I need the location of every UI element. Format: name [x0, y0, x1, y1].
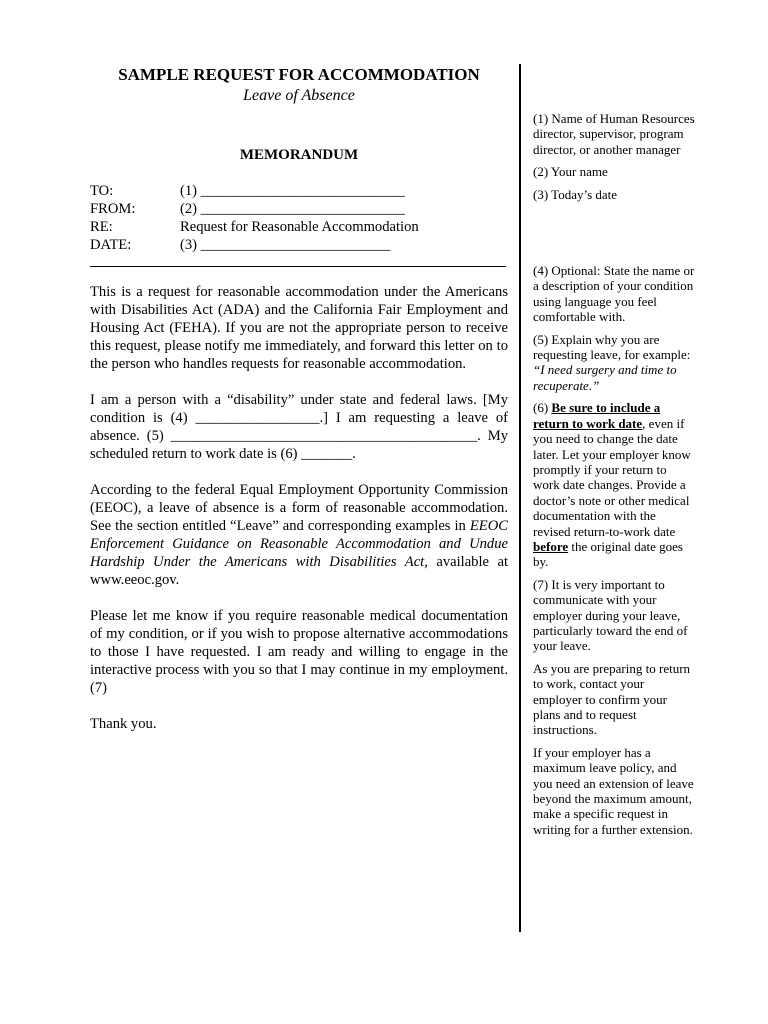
note-9: If your employer has a maximum leave policy, and you need an extension of leave beyond the maximum amount, make a specific request in writing for a further extension.	[533, 744, 694, 837]
return-date-blank: _______	[301, 446, 353, 462]
memo-field-label: TO:	[90, 183, 114, 199]
note-spacer	[533, 209, 695, 263]
note-text: (6)	[533, 400, 552, 416]
memo-field-date	[90, 236, 508, 254]
paragraph-text: .	[352, 446, 356, 462]
memo-field-value: (2) ____________________________	[180, 201, 405, 217]
header-divider	[90, 266, 506, 267]
page-title: SAMPLE REQUEST FOR ACCOMMODATION	[118, 65, 480, 84]
note-emphasis-before: before	[533, 538, 569, 554]
note-8: As you are preparing to return to work, contact your employer to confirm your plans and to request instructions.	[533, 660, 691, 738]
note-2: (2) Your name	[533, 164, 608, 180]
memo-body	[90, 64, 508, 751]
memo-field-label: RE:	[90, 219, 113, 235]
memo-field-label: DATE:	[90, 237, 132, 253]
memo-field-value: Request for Reasonable Accommodation	[180, 219, 419, 235]
closing: Thank you.	[90, 716, 157, 732]
memo-heading: MEMORANDUM	[239, 147, 359, 163]
note-7: (7) It is very important to communicate with your employer during your leave, particularly toward the end of your leave.	[533, 576, 688, 654]
sidebar-notes	[533, 111, 695, 844]
reason-blank: __________________________________________	[170, 428, 478, 444]
memo-field-to	[90, 182, 508, 200]
column-divider	[519, 64, 521, 932]
memo-field-label: FROM:	[90, 201, 136, 217]
memo-field-from	[90, 200, 508, 218]
note-example: “I need surgery and time to recuperate.”	[533, 362, 677, 393]
paragraph-text: . My scheduled return to work date is (6)	[90, 428, 508, 462]
note-emphasis: Be sure to include a return to work date	[533, 400, 661, 431]
paragraph-documentation: Please let me know if you require reasonable medical documentation of my condition, or if you wish to propose alternative accommodations to those I have requested. I am ready and willing to engage in the interactive process with you so that I may continue in my employment. (7)	[90, 608, 508, 696]
condition-blank: _________________	[195, 410, 320, 426]
memo-field-re	[90, 218, 508, 236]
note-4: (4) Optional: State the name or a description of your condition using language you feel comfortable with.	[533, 263, 695, 325]
paragraph-request: This is a request for reasonable accommodation under the Americans with Disabilities Act (ADA) and the California Fair Employment and Housing Act (FEHA). If you are not the appropriate person to receive this request, please notify me immediately, and forward this letter on to the person who handles requests for reasonable accommodation.	[90, 284, 508, 372]
memo-field-value: (3) __________________________	[180, 237, 391, 253]
page-subtitle: Leave of Absence	[243, 87, 355, 104]
note-text: the original date goes by.	[533, 538, 683, 570]
note-3: (3) Today’s date	[533, 186, 618, 202]
paragraph-text: .] I am requesting a leave of absence. (5)	[90, 410, 508, 444]
guidance-title: EEOC Enforcement Guidance on Reasonable Accommodation and Undue Hardship Under the Americans with Disabilities Act,	[90, 518, 508, 570]
paragraph-eeoc	[90, 481, 508, 589]
note-5	[533, 332, 695, 394]
note-6	[533, 400, 695, 569]
paragraph-text: According to the federal Equal Employment Opportunity Commission (EEOC), a leave of absence is a form of reasonable accommodation. See the section entitled “Leave” and corresponding examples in	[90, 482, 508, 534]
paragraph-text: I am a person with a “disability” under state and federal laws. [My condition is (4)	[90, 392, 508, 426]
paragraph-disability	[90, 391, 508, 463]
memo-field-value: (1) ____________________________	[180, 183, 405, 199]
note-text: (5) Explain why you are requesting leave, for example:	[533, 331, 691, 363]
paragraph-text: available at www.eeoc.gov.	[90, 554, 509, 588]
note-1: (1) Name of Human Resources director, supervisor, program director, or another manager	[533, 111, 695, 157]
note-text: , even if you need to change the date later. Let your employer know promptly if your return to work date changes. Provide a doctor’s note or other medical documentation with the revised return-to-work date	[533, 415, 691, 539]
